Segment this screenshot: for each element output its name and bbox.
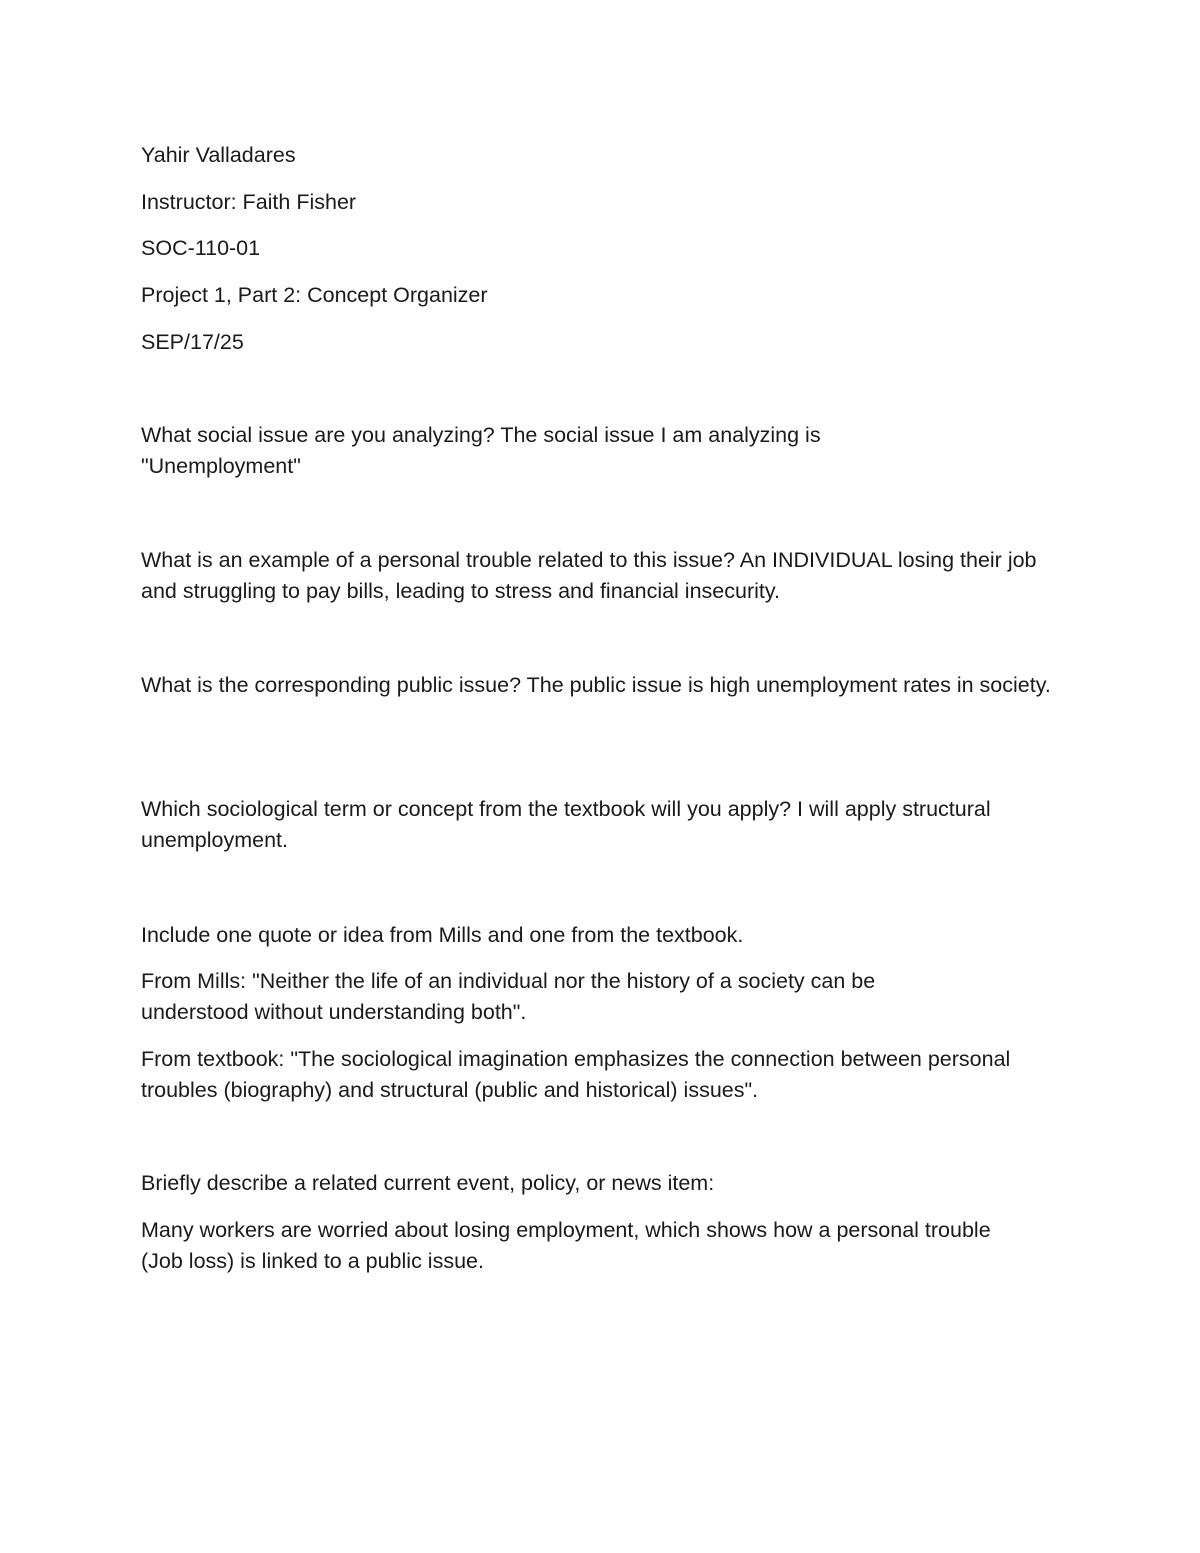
quote-prompt: Include one quote or idea from Mills and one from the textbook. bbox=[141, 923, 744, 947]
mills-quote: From Mills: "Neither the life of an individual nor the history of a society can be understood without understanding both". bbox=[141, 969, 882, 1024]
date-line: SEP/17/25 bbox=[141, 330, 244, 354]
instructor-line: Instructor: Faith Fisher bbox=[141, 190, 357, 214]
current-event-prompt: Briefly describe a related current event, policy, or news item: bbox=[141, 1171, 715, 1195]
student-name: Yahir Valladares bbox=[141, 143, 296, 167]
question-personal-trouble: What is an example of a personal trouble related to this issue? An INDIVIDUAL losing their job and struggling to pay bills, leading to stress and financial insecurity. bbox=[141, 548, 1043, 603]
question-social-issue: What social issue are you analyzing? The social issue I am analyzing is "Unemployment" bbox=[141, 423, 827, 478]
textbook-quote: From textbook: "The sociological imagination emphasizes the connection between personal troubles (biography) and structural (public and historical) issues". bbox=[141, 1047, 1017, 1102]
assignment-title: Project 1, Part 2: Concept Organizer bbox=[141, 283, 488, 307]
question-sociological-term: Which sociological term or concept from the textbook will you apply? I will apply structural unemployment. bbox=[141, 797, 997, 852]
question-public-issue: What is the corresponding public issue? The public issue is high unemployment rates in society. bbox=[141, 673, 1051, 697]
current-event-answer: Many workers are worried about losing employment, which shows how a personal trouble (Job loss) is linked to a public issue. bbox=[141, 1218, 997, 1273]
course-code: SOC-110-01 bbox=[141, 236, 261, 260]
